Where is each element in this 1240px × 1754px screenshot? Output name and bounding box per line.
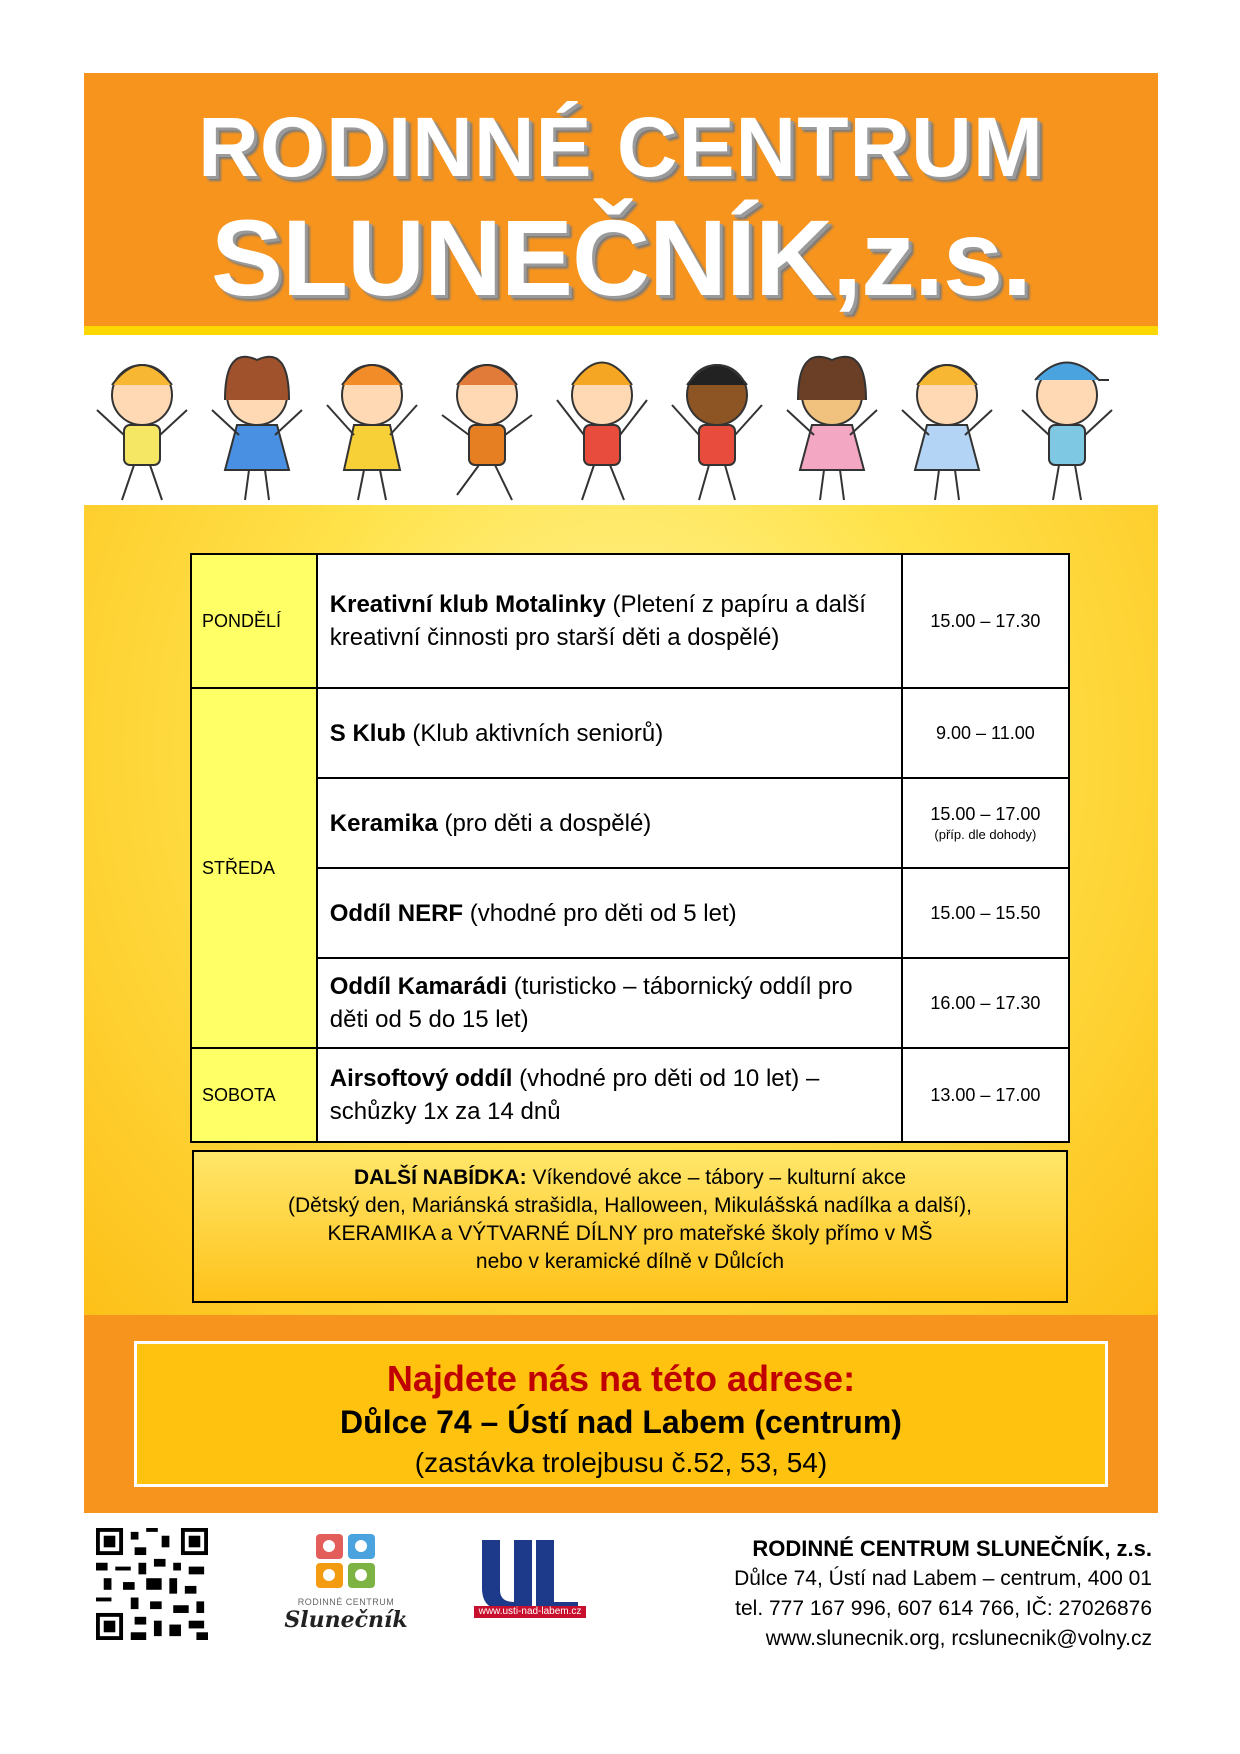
offer-line: KERAMIKA a VÝTVARNÉ DÍLNY pro mateřské školy přímo v MŠ xyxy=(327,1222,933,1245)
org-name: RODINNÉ CENTRUM SLUNEČNÍK, z.s. xyxy=(752,1536,1152,1561)
time-value: 16.00 – 17.30 xyxy=(930,992,1041,1013)
logo-tiles-icon xyxy=(314,1532,378,1590)
address-heading: Najdete nás na této adrese: xyxy=(386,1358,856,1399)
header-banner xyxy=(84,73,1158,335)
contact-address: Důlce 74, Ústí nad Labem – centrum, 400 01 xyxy=(734,1567,1152,1590)
time-cell xyxy=(902,868,1069,958)
activity-desc: (vhodné pro děti od 5 let) xyxy=(463,899,737,927)
title-line-1: RODINNÉ CENTRUM xyxy=(198,100,1044,194)
activity-cell xyxy=(317,958,902,1048)
time-note: (příp. dle dohody) xyxy=(934,827,1037,842)
time-cell xyxy=(902,778,1069,868)
table-row xyxy=(191,1048,1069,1142)
activity-cell xyxy=(317,688,902,778)
offer-line: nebo v keramické dílně v Důlcích xyxy=(475,1250,785,1273)
activity-desc: (pro děti a dospělé) xyxy=(437,809,652,837)
offer-text: Víkendové akce – tábory – kulturní akce xyxy=(526,1166,907,1189)
table-row xyxy=(191,778,1069,868)
offer-label: DALŠÍ NABÍDKA: xyxy=(353,1166,527,1189)
time-value: 9.00 – 11.00 xyxy=(936,722,1035,743)
address-band xyxy=(84,1315,1158,1513)
activity-desc: (vhodné pro děti od 10 let) – schůzky 1x za 14 dnů xyxy=(329,1065,820,1125)
activity-cell xyxy=(317,554,902,688)
logo-caption: RODINNÉ CENTRUM xyxy=(297,1597,395,1607)
activity-name: Oddíl Kamarádi xyxy=(329,973,508,1000)
kid-figure xyxy=(97,357,1112,500)
address-line: Důlce 74 – Ústí nad Labem (centrum) xyxy=(340,1404,902,1440)
time-value: 15.00 – 17.30 xyxy=(930,610,1041,631)
contact-block xyxy=(734,1534,1152,1654)
logo-script: Slunečník xyxy=(284,1607,408,1633)
activity-name: Keramika xyxy=(329,809,438,837)
schedule-table xyxy=(190,553,1070,1143)
contact-web[interactable]: www.slunecnik.org, rcslunecnik@volny.cz xyxy=(765,1627,1152,1650)
title-line-2: SLUNEČNÍK,z.s. xyxy=(210,197,1032,318)
day-cell: PONDĚLÍ xyxy=(191,554,317,688)
time-value: 13.00 – 17.00 xyxy=(930,1084,1041,1105)
offer-line xyxy=(194,1164,1066,1192)
activity-cell xyxy=(317,778,902,868)
activity-name: Airsoftový oddíl xyxy=(329,1065,513,1092)
time-cell xyxy=(902,688,1069,778)
city-url[interactable]: www.usti-nad-labem.cz xyxy=(474,1606,586,1618)
activity-name: Oddíl NERF xyxy=(329,899,464,927)
time-cell xyxy=(902,554,1069,688)
time-value: 15.00 – 17.00 xyxy=(930,804,1041,824)
activity-cell xyxy=(317,868,902,958)
activity-desc: (Pletení z papíru a další kreativní činnosti pro starší děti a dospělé) xyxy=(329,591,866,651)
address-sub: (zastávka trolejbusu č.52, 53, 54) xyxy=(414,1447,828,1478)
slunecnik-logo xyxy=(276,1532,416,1640)
address-box xyxy=(134,1341,1108,1487)
activity-name: S Klub xyxy=(329,719,406,747)
offer-box xyxy=(192,1150,1068,1303)
day-cell: STŘEDA xyxy=(191,688,317,1048)
qr-code[interactable] xyxy=(96,1528,208,1640)
time-cell xyxy=(902,1048,1069,1142)
activity-name: Kreativní klub Motalinky xyxy=(329,591,606,618)
table-row xyxy=(191,688,1069,778)
time-cell xyxy=(902,958,1069,1048)
activity-desc: (turisticko – tábornický oddíl pro děti od 5 do 15 let) xyxy=(329,973,853,1033)
table-row xyxy=(191,958,1069,1048)
activity-desc: (Klub aktivních seniorů) xyxy=(405,719,664,747)
activity-cell xyxy=(317,1048,902,1142)
offer-line: (Dětský den, Mariánská strašidla, Halloween, Mikulášská nadílka a další), xyxy=(288,1194,972,1217)
table-row xyxy=(191,554,1069,688)
kids-illustration xyxy=(82,350,1160,510)
contact-phone: tel. 777 167 996, 607 614 766, IČ: 27026876 xyxy=(735,1597,1152,1620)
table-row xyxy=(191,868,1069,958)
time-value: 15.00 – 15.50 xyxy=(930,902,1041,923)
day-cell: SOBOTA xyxy=(191,1048,317,1142)
